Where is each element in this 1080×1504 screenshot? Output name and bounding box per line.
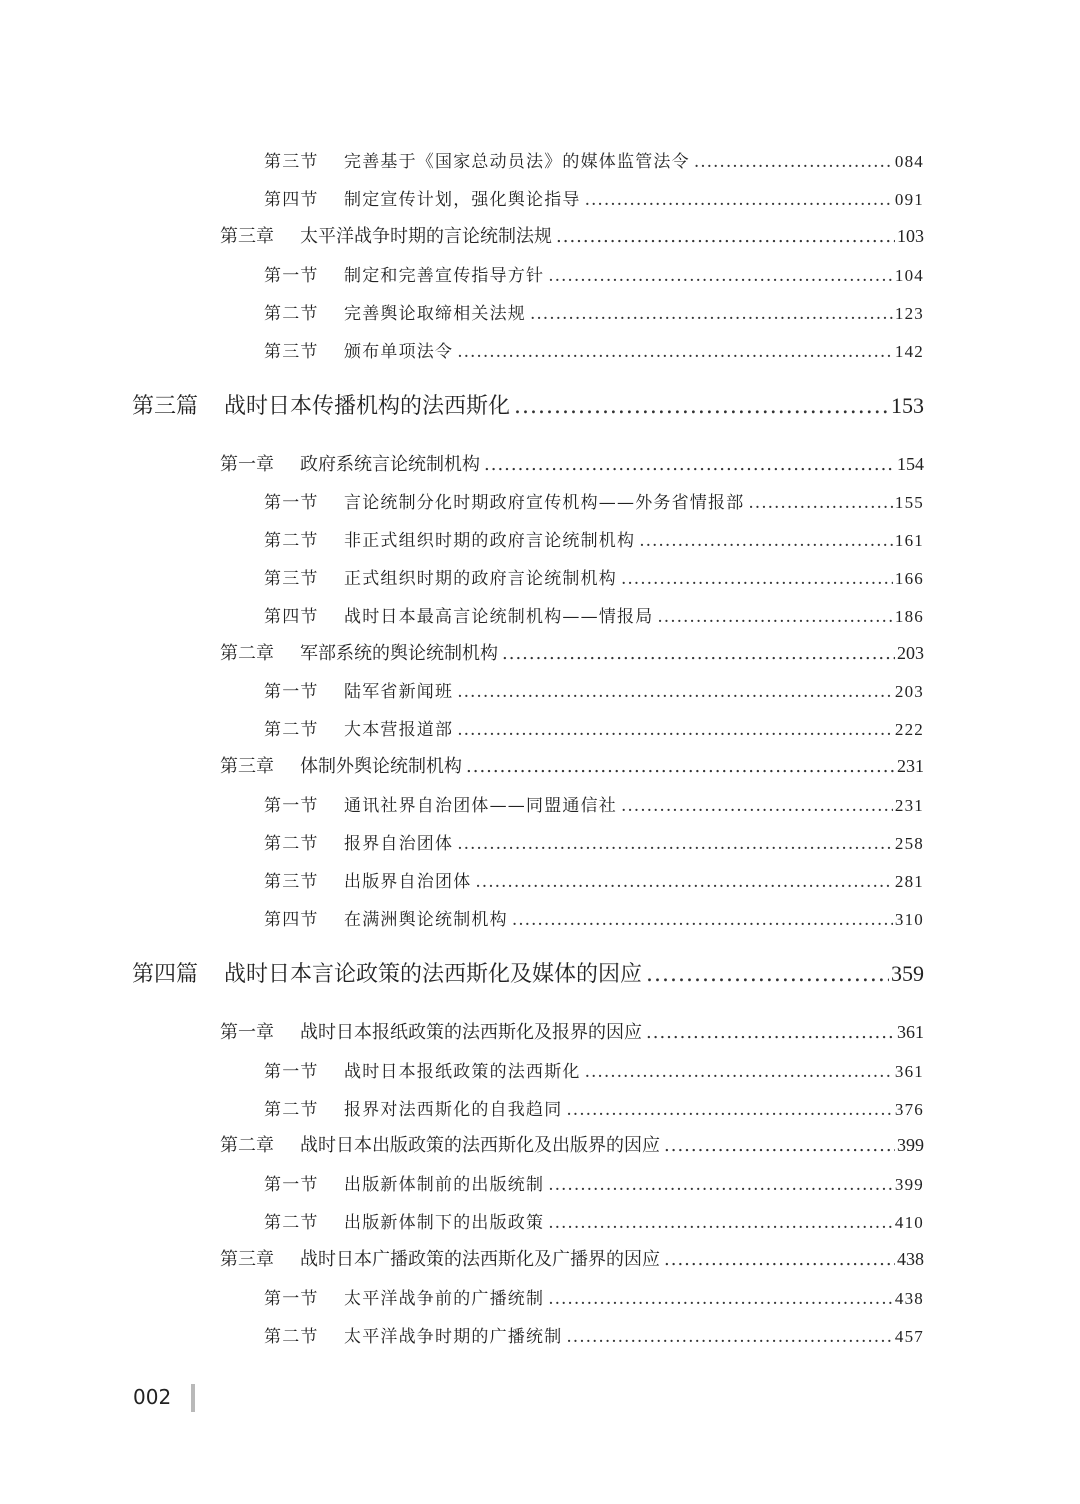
entry-label: 第三章 [220, 756, 274, 777]
dot-leader [502, 643, 895, 664]
entry-label: 第一节 [264, 796, 319, 815]
entry-page: 222 [894, 720, 924, 739]
dot-leader [585, 190, 893, 209]
entry-page: 084 [894, 152, 924, 171]
entry-label: 第二节 [264, 720, 319, 739]
entry-title: 正式组织时期的政府言论统制机构 [344, 569, 617, 588]
entry-title: 大本营报道部 [344, 720, 454, 739]
entry-label: 第二节 [264, 1213, 319, 1232]
dot-leader [457, 834, 893, 853]
entry-label: 第二节 [264, 304, 319, 323]
entry-page: 161 [894, 531, 924, 550]
toc-entry-section [264, 791, 924, 815]
entry-page: 361 [894, 1062, 924, 1081]
entry-label: 第一节 [264, 682, 319, 701]
dot-leader [457, 342, 893, 361]
entry-page: 166 [894, 569, 924, 588]
dot-leader [585, 1062, 893, 1081]
entry-title: 体制外舆论统制机构 [300, 756, 462, 777]
entry-title: 出版界自治团体 [344, 872, 472, 891]
entry-label: 第二节 [264, 531, 319, 550]
dot-leader [657, 607, 892, 626]
entry-label: 第四节 [264, 607, 319, 626]
entry-label: 第二节 [264, 1100, 319, 1119]
entry-label: 第二章 [220, 643, 274, 664]
toc-entry-chapter [220, 450, 924, 476]
toc-entry-section [264, 867, 924, 891]
toc-entry-section [264, 261, 924, 285]
entry-page: 155 [894, 493, 924, 512]
toc-entry-section [264, 299, 924, 323]
toc-entry-section [264, 677, 924, 701]
dot-leader [548, 1289, 893, 1308]
entry-title: 战时日本最高言论统制机构——情报局 [344, 607, 654, 626]
entry-label: 第二章 [220, 1135, 274, 1156]
entry-title: 战时日本报纸政策的法西斯化及报界的因应 [300, 1022, 642, 1043]
entry-title: 战时日本报纸政策的法西斯化 [344, 1062, 581, 1081]
page-number: 002 [133, 1385, 172, 1409]
entry-page: 123 [894, 304, 924, 323]
entry-title: 制定宣传计划，强化舆论指导 [344, 190, 581, 209]
entry-page: 376 [894, 1100, 924, 1119]
entry-title: 政府系统言论统制机构 [300, 454, 480, 475]
toc-entry-section [264, 147, 924, 171]
entry-label: 第一节 [264, 1289, 319, 1308]
entry-title: 完善舆论取缔相关法规 [344, 304, 526, 323]
entry-label: 第一节 [264, 1062, 319, 1081]
entry-page: 281 [894, 872, 924, 891]
dot-leader [566, 1327, 892, 1346]
toc-entry-section [264, 602, 924, 626]
entry-label: 第一章 [220, 1022, 274, 1043]
entry-title: 报界对法西斯化的自我趋同 [344, 1100, 563, 1119]
dot-leader [646, 1022, 895, 1043]
entry-label: 第三章 [220, 226, 274, 247]
entry-label: 第四节 [264, 910, 319, 929]
entry-title: 出版新体制前的出版统制 [344, 1175, 545, 1194]
entry-title: 战时日本传播机构的法西斯化 [224, 394, 511, 419]
entry-label: 第三章 [220, 1249, 274, 1270]
entry-title: 在满洲舆论统制机构 [344, 910, 508, 929]
entry-page: 258 [894, 834, 924, 853]
toc-entry-chapter [220, 1131, 924, 1157]
toc-entry-section [264, 715, 924, 739]
entry-page: 231 [894, 796, 924, 815]
entry-label: 第四篇 [132, 962, 199, 987]
entry-page: 438 [897, 1249, 924, 1269]
toc-entry-section [264, 1057, 924, 1081]
dot-leader [530, 304, 893, 323]
dot-leader [457, 720, 893, 739]
toc-entry-section [264, 1208, 924, 1232]
entry-title: 言论统制分化时期政府宣传机构——外务省情报部 [344, 493, 745, 512]
toc-entry-section [264, 488, 924, 512]
dot-leader [664, 1249, 895, 1270]
entry-title: 战时日本广播政策的法西斯化及广播界的因应 [300, 1249, 660, 1270]
dot-leader [548, 266, 893, 285]
entry-label: 第三节 [264, 872, 319, 891]
toc-entry-part [132, 957, 924, 989]
dot-leader [621, 569, 893, 588]
entry-title: 非正式组织时期的政府言论统制机构 [344, 531, 636, 550]
entry-label: 第二节 [264, 1327, 319, 1346]
entry-title: 颁布单项法令 [344, 342, 454, 361]
entry-page: 203 [894, 682, 924, 701]
toc-entry-chapter [220, 752, 924, 778]
entry-label: 第三节 [264, 152, 319, 171]
entry-page: 359 [891, 961, 924, 986]
entry-title: 完善基于《国家总动员法》的媒体监管法令 [344, 152, 690, 171]
entry-label: 第四节 [264, 190, 319, 209]
toc-entry-section [264, 1322, 924, 1346]
entry-label: 第三篇 [132, 394, 199, 419]
dot-leader [512, 910, 893, 929]
footer-divider [191, 1384, 195, 1412]
entry-page: 399 [897, 1135, 924, 1155]
dot-leader [466, 756, 895, 777]
toc-entry-section [264, 185, 924, 209]
dot-leader [566, 1100, 892, 1119]
toc-entry-section [264, 337, 924, 361]
entry-label: 第三节 [264, 342, 319, 361]
dot-leader [646, 962, 889, 987]
dot-leader [694, 152, 893, 171]
entry-title: 太平洋战争前的广播统制 [344, 1289, 545, 1308]
entry-page: 104 [894, 266, 924, 285]
entry-title: 太平洋战争时期的言论统制法规 [300, 226, 552, 247]
entry-label: 第一节 [264, 266, 319, 285]
dot-leader [548, 1213, 893, 1232]
entry-page: 153 [891, 393, 924, 418]
entry-title: 太平洋战争时期的广播统制 [344, 1327, 563, 1346]
entry-page: 091 [894, 190, 924, 209]
entry-page: 438 [894, 1289, 924, 1308]
entry-label: 第二节 [264, 834, 319, 853]
entry-label: 第一节 [264, 1175, 319, 1194]
entry-title: 通讯社界自治团体——同盟通信社 [344, 796, 617, 815]
entry-title: 军部系统的舆论统制机构 [300, 643, 498, 664]
entry-title: 战时日本言论政策的法西斯化及媒体的因应 [224, 962, 643, 987]
toc-entry-section [264, 1095, 924, 1119]
entry-page: 231 [897, 756, 924, 776]
dot-leader [475, 872, 892, 891]
toc-entry-chapter [220, 222, 924, 248]
dot-leader [621, 796, 893, 815]
dot-leader [484, 454, 895, 475]
entry-page: 310 [894, 910, 924, 929]
toc-entry-section [264, 1284, 924, 1308]
dot-leader [748, 493, 892, 512]
entry-label: 第三节 [264, 569, 319, 588]
toc-entry-chapter [220, 639, 924, 665]
entry-page: 410 [894, 1213, 924, 1232]
entry-title: 报界自治团体 [344, 834, 454, 853]
entry-page: 154 [897, 454, 924, 474]
entry-page: 399 [894, 1175, 924, 1194]
dot-leader [548, 1175, 893, 1194]
entry-title: 陆军省新闻班 [344, 682, 454, 701]
entry-page: 203 [897, 643, 924, 663]
toc-entry-chapter [220, 1245, 924, 1271]
toc-entry-section [264, 526, 924, 550]
entry-page: 186 [894, 607, 924, 626]
entry-page: 142 [894, 342, 924, 361]
entry-page: 361 [897, 1022, 924, 1042]
toc-entry-part [132, 389, 924, 421]
entry-page: 457 [894, 1327, 924, 1346]
dot-leader [556, 226, 895, 247]
dot-leader [514, 394, 889, 419]
dot-leader [639, 531, 893, 550]
dot-leader [664, 1135, 895, 1156]
entry-page: 103 [897, 226, 924, 246]
toc-entry-chapter [220, 1018, 924, 1044]
toc-entry-section [264, 1170, 924, 1194]
toc-entry-section [264, 829, 924, 853]
entry-title: 出版新体制下的出版政策 [344, 1213, 545, 1232]
toc-entry-section [264, 564, 924, 588]
entry-title: 战时日本出版政策的法西斯化及出版界的因应 [300, 1135, 660, 1156]
entry-label: 第一章 [220, 454, 274, 475]
dot-leader [457, 682, 893, 701]
entry-title: 制定和完善宣传指导方针 [344, 266, 545, 285]
entry-label: 第一节 [264, 493, 319, 512]
toc-entry-section [264, 905, 924, 929]
